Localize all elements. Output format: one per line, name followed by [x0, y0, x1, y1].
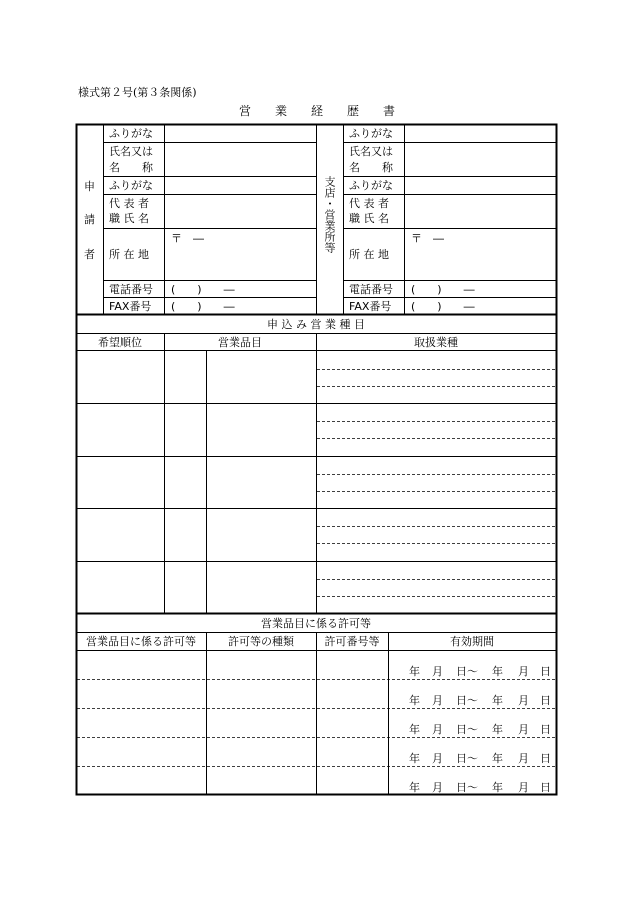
validity-period-text: 月: [518, 665, 529, 678]
section1-col-priority: 希望順位: [98, 336, 142, 349]
validity-period-text: 月: [432, 752, 443, 765]
validity-period-text: 年: [409, 723, 420, 736]
branch-furigana-label: ふりがな: [349, 127, 393, 140]
branch-address-label: 所 在 地: [349, 248, 389, 261]
applicant-postal: 〒 ―: [171, 232, 204, 245]
validity-period-text: 月: [518, 781, 529, 794]
applicant-side-label-2: 請: [84, 213, 95, 226]
branch-side-label: 支店・営業所等: [323, 176, 336, 253]
validity-period-text: 年: [409, 781, 420, 794]
applicant-name-label-2: 名 称: [109, 161, 153, 174]
validity-period-text: 月: [432, 694, 443, 707]
page-title: 営 業 経 歴 書: [239, 104, 396, 118]
section2-col-number: 許可番号等: [324, 635, 380, 648]
validity-period-text: 年: [492, 752, 503, 765]
validity-period-text: 日～: [456, 723, 478, 736]
applicant-rep-label-2: 職 氏 名: [109, 212, 149, 225]
branch-phone-value: ( ) ―: [411, 283, 475, 296]
branch-name-label-1: 氏名又は: [349, 145, 393, 158]
validity-period-text: 年: [409, 665, 420, 678]
validity-period-text: 月: [432, 723, 443, 736]
validity-period-text: 年: [492, 665, 503, 678]
branch-name-label-2: 名 称: [349, 161, 393, 174]
branch-furigana2-label: ふりがな: [349, 179, 393, 192]
applicant-fax-value: ( ) ―: [171, 300, 235, 313]
section2-col-period: 有効期間: [450, 635, 494, 648]
branch-fax-label: FAX番号: [349, 300, 392, 313]
applicant-furigana2-label: ふりがな: [109, 179, 153, 192]
validity-period-text: 日: [540, 752, 551, 765]
branch-postal: 〒 ―: [411, 232, 444, 245]
section2-col-permit: 営業品目に係る許可等: [86, 635, 196, 648]
section1-title: 申 込 み 営 業 種 目: [267, 318, 365, 331]
section2-col-kind: 許可等の種類: [228, 635, 294, 648]
validity-period-text: 月: [518, 694, 529, 707]
applicant-side-label-1: 申: [84, 180, 95, 193]
validity-period-text: 日～: [456, 665, 478, 678]
applicant-rep-label-1: 代 表 者: [109, 197, 149, 210]
branch-rep-label-2: 職 氏 名: [349, 212, 389, 225]
applicant-furigana-label: ふりがな: [109, 127, 153, 140]
validity-period-text: 月: [432, 781, 443, 794]
validity-period-text: 年: [492, 694, 503, 707]
applicant-side-label-3: 者: [84, 248, 95, 261]
validity-period-text: 年: [409, 752, 420, 765]
validity-period-text: 日: [540, 723, 551, 736]
section1-col-types: 取扱業種: [414, 336, 458, 349]
applicant-address-label: 所 在 地: [109, 248, 149, 261]
validity-period-text: 月: [518, 752, 529, 765]
validity-period-text: 月: [518, 723, 529, 736]
validity-period-text: 日～: [456, 781, 478, 794]
form-label: 様式第２号(第３条関係): [78, 86, 197, 99]
validity-period-text: 日～: [456, 752, 478, 765]
branch-fax-value: ( ) ―: [411, 300, 475, 313]
validity-period-text: 月: [432, 665, 443, 678]
validity-period-text: 日～: [456, 694, 478, 707]
section2-title: 営業品目に係る許可等: [261, 617, 371, 630]
validity-period-text: 年: [492, 781, 503, 794]
applicant-phone-value: ( ) ―: [171, 283, 235, 296]
branch-rep-label-1: 代 表 者: [349, 197, 389, 210]
applicant-name-label-1: 氏名又は: [109, 145, 153, 158]
validity-period-text: 日: [540, 694, 551, 707]
section1-col-items: 営業品目: [218, 336, 262, 349]
applicant-fax-label: FAX番号: [109, 300, 152, 313]
validity-period-text: 日: [540, 781, 551, 794]
validity-period-text: 日: [540, 665, 551, 678]
validity-period-text: 年: [409, 694, 420, 707]
branch-phone-label: 電話番号: [349, 283, 393, 296]
validity-period-text: 年: [492, 723, 503, 736]
applicant-phone-label: 電話番号: [109, 283, 153, 296]
